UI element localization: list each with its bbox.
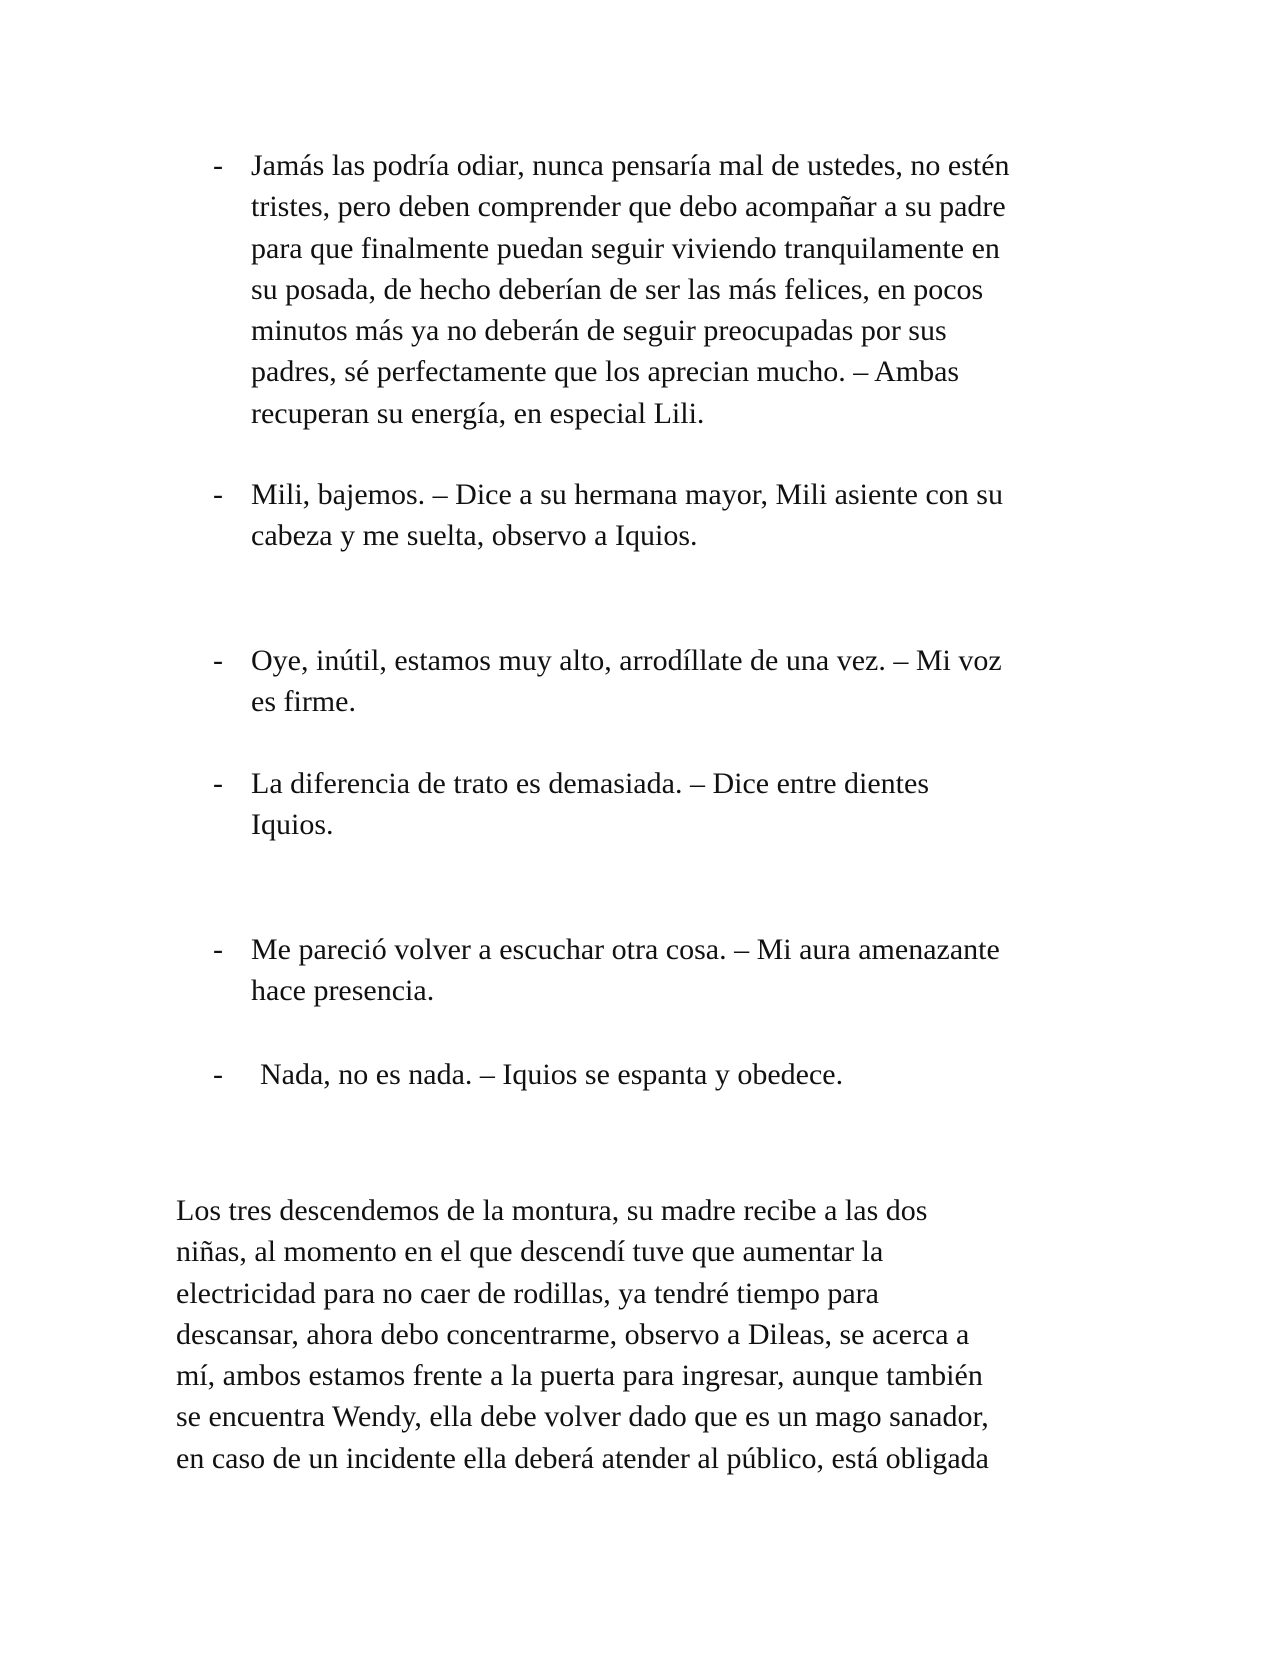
text-line: Nada, no es nada. – Iquios se espanta y obedece. <box>260 1058 844 1091</box>
text-line: niñas, al momento en el que descendí tuve que aumentar la <box>176 1235 884 1269</box>
text-line: Me pareció volver a escuchar otra cosa. – Mi aura amenazante <box>251 933 1000 966</box>
dialogue-dash: - <box>213 933 223 966</box>
text-line: Los tres descendemos de la montura, su madre recibe a las dos <box>176 1194 928 1227</box>
narration-paragraph <box>176 1190 1096 1479</box>
dialogue-text <box>251 929 1121 1012</box>
dialogue-text <box>251 145 1121 434</box>
dialogue-text <box>251 640 1121 723</box>
text-line: La diferencia de trato es demasiada. – Dice entre dientes <box>251 767 930 800</box>
text-line: tristes, pero deben comprender que debo acompañar a su padre <box>251 190 1006 224</box>
text-line: es firme. <box>251 685 356 719</box>
text-line: recuperan su energía, en especial Lili. <box>251 396 705 430</box>
text-line: se encuentra Wendy, ella debe volver dado que es un mago sanador, <box>176 1400 989 1434</box>
text-line: su posada, de hecho deberían de ser las más felices, en pocos <box>251 272 984 306</box>
dialogue-dash: - <box>213 1058 223 1091</box>
text-line: Iquios. <box>251 808 334 842</box>
dialogue-dash: - <box>213 767 223 800</box>
dialogue-text <box>251 763 1121 846</box>
text-line: cabeza y me suelta, observo a Iquios. <box>251 519 698 553</box>
text-line: Jamás las podría odiar, nunca pensaría mal de ustedes, no estén <box>251 149 1010 182</box>
dialogue-text <box>260 1054 1130 1095</box>
text-line: padres, sé perfectamente que los aprecian mucho. – Ambas <box>251 355 960 389</box>
dialogue-dash: - <box>213 478 223 511</box>
dialogue-dash: - <box>213 149 223 182</box>
text-line: descansar, ahora debo concentrarme, observo a Dileas, se acerca a <box>176 1317 970 1351</box>
text-line: mí, ambos estamos frente a la puerta para ingresar, aunque también <box>176 1359 983 1393</box>
dialogue-dash: - <box>213 644 223 677</box>
text-line: minutos más ya no deberán de seguir preocupadas por sus <box>251 314 947 348</box>
text-line: para que finalmente puedan seguir viviendo tranquilamente en <box>251 231 1000 265</box>
text-line: Mili, bajemos. – Dice a su hermana mayor, Mili asiente con su <box>251 478 1003 511</box>
text-line: hace presencia. <box>251 974 435 1008</box>
dialogue-text <box>251 474 1121 557</box>
text-line: electricidad para no caer de rodillas, ya tendré tiempo para <box>176 1276 879 1310</box>
text-line: Oye, inútil, estamos muy alto, arrodíllate de una vez. – Mi voz <box>251 644 1002 677</box>
text-line: en caso de un incidente ella deberá atender al público, está obligada <box>176 1441 989 1475</box>
